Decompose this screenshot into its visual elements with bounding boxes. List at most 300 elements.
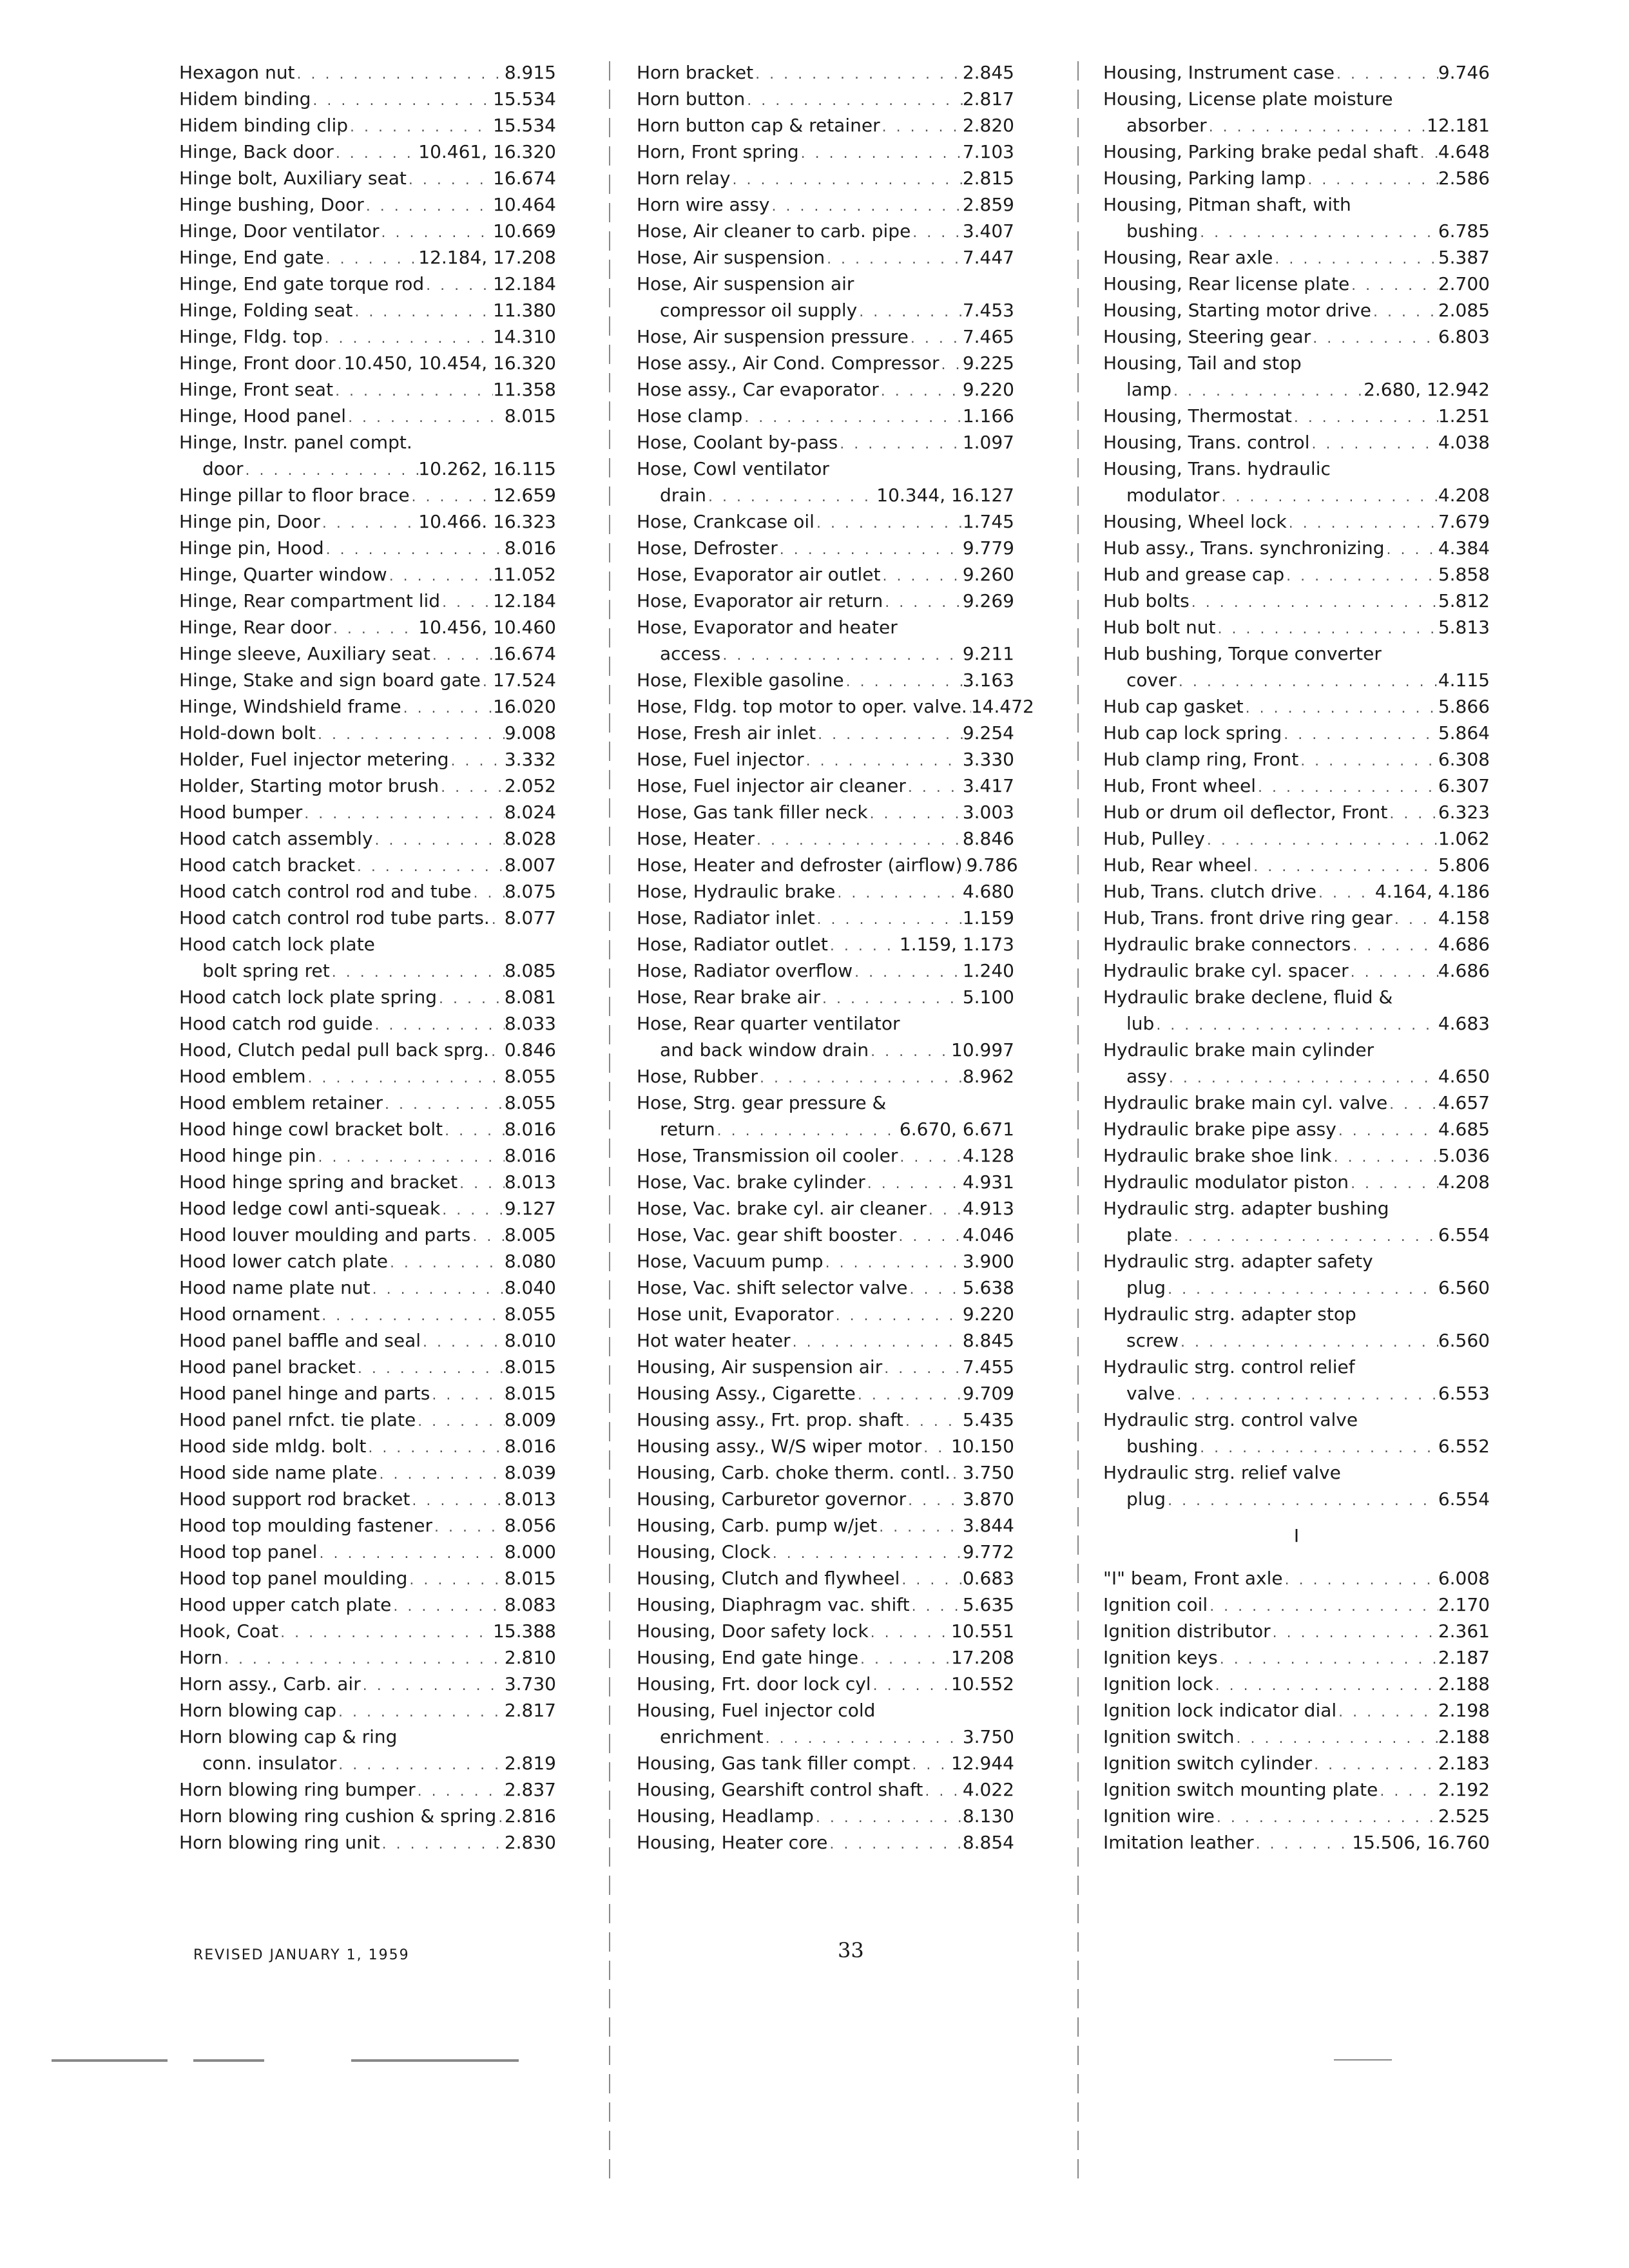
entry-page-ref: 12.184 — [493, 590, 556, 611]
leader-dots — [1316, 880, 1375, 907]
entry-page-ref: 4.384 — [1438, 537, 1490, 559]
index-entry — [179, 588, 556, 614]
section-i-entries — [1103, 1565, 1490, 1856]
entry-name: "I" beam, Front axle — [1103, 1568, 1283, 1589]
entry-page-ref: 17.208 — [951, 1647, 1014, 1668]
index-entry — [637, 1697, 1014, 1724]
index-entry — [637, 746, 1014, 773]
entry-page-ref: 9.211 — [962, 643, 1014, 664]
index-entry — [637, 1327, 1014, 1354]
index-entry — [637, 720, 1014, 746]
index-entry — [637, 561, 1014, 588]
index-entry — [179, 667, 556, 693]
leader-dots — [753, 61, 963, 88]
leader-dots — [1251, 854, 1438, 880]
index-entry — [637, 218, 1014, 244]
leader-dots — [320, 1303, 505, 1329]
index-entry — [179, 1671, 556, 1697]
index-entry — [637, 825, 1014, 852]
entry-page-ref: 10.997 — [951, 1039, 1014, 1061]
entry-page-ref: 3.900 — [962, 1251, 1014, 1272]
entry-page-ref: 2.830 — [504, 1832, 556, 1853]
entry-page-ref: 4.648 — [1438, 141, 1490, 162]
index-entry — [1103, 852, 1490, 878]
index-entry — [637, 1644, 1014, 1671]
leader-dots — [1311, 325, 1438, 352]
leader-dots — [927, 1197, 963, 1224]
entry-page-ref: 16.674 — [493, 168, 556, 189]
leader-dots — [820, 986, 963, 1012]
entry-page-ref: 8.016 — [504, 1436, 556, 1457]
entry-name: Horn blowing ring bumper — [179, 1779, 416, 1800]
leader-dots — [244, 457, 419, 484]
entry-page-ref: 2.188 — [1438, 1673, 1490, 1695]
leader-dots — [336, 352, 344, 378]
leader-dots — [814, 1805, 963, 1831]
leader-dots — [432, 1514, 505, 1541]
entry-page-ref: 10.466. 16.323 — [418, 511, 556, 532]
entry-name: Holder, Starting motor brush — [179, 775, 439, 796]
entry-page-ref: 2.700 — [1438, 273, 1490, 294]
leader-dots — [324, 537, 505, 563]
entry-name: Hub clamp ring, Front — [1103, 749, 1299, 770]
leader-dots — [844, 669, 963, 695]
entry-name: Housing, Door safety lock — [637, 1620, 869, 1642]
leader-dots — [1371, 299, 1438, 325]
entry-page-ref: 1.251 — [1438, 405, 1490, 427]
entry-page-ref: 8.015 — [504, 1383, 556, 1404]
entry-page-ref: 8.845 — [962, 1330, 1014, 1351]
entry-page-ref: 4.164, 4.186 — [1374, 881, 1490, 902]
entry-name: Ignition switch — [1103, 1726, 1235, 1747]
index-entry — [179, 1037, 556, 1063]
entry-page-ref: 8.846 — [962, 828, 1014, 849]
entry-page-ref: 5.036 — [1438, 1145, 1490, 1166]
entry-name: Hub, Rear wheel — [1103, 854, 1252, 876]
entry-page-ref: 8.033 — [504, 1013, 556, 1034]
index-entry — [179, 614, 556, 640]
index-entry — [1103, 773, 1490, 799]
entry-page-ref: 8.039 — [504, 1462, 556, 1483]
index-entry — [637, 1274, 1014, 1301]
leader-dots — [1215, 1805, 1438, 1831]
index-entry — [1103, 191, 1490, 218]
leader-dots — [1166, 1276, 1438, 1303]
entry-name: Hose, Radiator outlet — [637, 934, 828, 955]
entry-name: lamp — [1126, 379, 1171, 400]
entry-name: Hydraulic brake cyl. spacer — [1103, 960, 1349, 981]
entry-page-ref: 2.361 — [1438, 1620, 1490, 1642]
entry-page-ref: 2.525 — [1438, 1805, 1490, 1827]
entry-name: Housing, Parking lamp — [1103, 168, 1306, 189]
entry-page-ref: 7.679 — [1438, 511, 1490, 532]
entry-name: Hinge pin, Hood — [179, 537, 324, 559]
index-entry — [179, 1380, 556, 1407]
index-entry — [179, 1486, 556, 1512]
entry-name: Hub, Pulley — [1103, 828, 1205, 849]
leader-dots — [1336, 1699, 1438, 1725]
leader-dots — [440, 590, 493, 616]
leader-dots — [1172, 1224, 1438, 1250]
entry-page-ref: 4.208 — [1438, 485, 1490, 506]
entry-name: Housing, Headlamp — [637, 1805, 814, 1827]
leader-dots — [879, 378, 963, 405]
leader-dots — [373, 1012, 505, 1039]
entry-name: door — [202, 458, 244, 479]
column-3-entries — [1103, 59, 1490, 1512]
entry-page-ref: 15.506, 16.760 — [1352, 1832, 1490, 1853]
entry-name: Housing, Rear axle — [1103, 247, 1273, 268]
entry-name: plug — [1126, 1277, 1166, 1298]
entry-name: Hose, Coolant by-pass — [637, 432, 838, 453]
entry-name: Hinge sleeve, Auxiliary seat — [179, 643, 430, 664]
entry-page-ref: 8.055 — [504, 1303, 556, 1325]
index-entry — [1103, 1090, 1490, 1116]
entry-page-ref: 1.166 — [962, 405, 1014, 427]
entry-page-ref: 3.332 — [504, 749, 556, 770]
index-entry — [1103, 1327, 1490, 1354]
index-entry — [1103, 1750, 1490, 1776]
entry-page-ref: 9.746 — [1438, 62, 1490, 83]
index-entry — [179, 350, 556, 376]
entry-page-ref: 4.913 — [962, 1198, 1014, 1219]
leader-dots — [758, 1065, 963, 1091]
entry-name: Hose, Radiator inlet — [637, 907, 815, 928]
entry-name: Hood top moulding fastener — [179, 1515, 432, 1536]
entry-name: Ignition lock indicator dial — [1103, 1700, 1337, 1721]
entry-page-ref: 10.450, 10.454, 16.320 — [343, 352, 556, 374]
leader-dots — [1393, 907, 1438, 933]
leader-dots — [489, 1039, 505, 1065]
index-entry — [1103, 1354, 1490, 1380]
leader-dots — [1283, 1567, 1438, 1593]
leader-dots — [1351, 933, 1438, 959]
entry-page-ref: 15.534 — [493, 88, 556, 110]
entry-name: Housing, Thermostat — [1103, 405, 1292, 427]
entry-name: Hub and grease cap — [1103, 564, 1285, 585]
index-entry — [637, 350, 1014, 376]
entry-page-ref: 12.181 — [1427, 115, 1490, 136]
index-entry — [179, 1248, 556, 1274]
index-entry — [637, 1803, 1014, 1829]
index-entry — [1103, 1380, 1490, 1407]
leader-dots — [883, 590, 963, 616]
index-entry — [1103, 456, 1490, 482]
entry-name: Hood lower catch plate — [179, 1251, 388, 1272]
index-entry — [179, 693, 556, 720]
scan-mark — [351, 2059, 519, 2062]
entry-name: Hose, Fuel injector — [637, 749, 804, 770]
index-entry — [179, 218, 556, 244]
index-entry — [179, 165, 556, 191]
entry-page-ref: 10.552 — [951, 1673, 1014, 1695]
leader-dots — [1387, 801, 1438, 827]
index-entry — [179, 323, 556, 350]
index-entry — [179, 825, 556, 852]
leader-dots — [1284, 563, 1438, 590]
index-entry — [179, 86, 556, 112]
index-entry — [179, 1724, 556, 1750]
entry-name: Hydraulic strg. adapter stop — [1103, 1303, 1356, 1325]
leader-dots — [1256, 774, 1438, 801]
entry-name: Hydraulic strg. adapter bushing — [1103, 1198, 1389, 1219]
entry-page-ref: 14.472 — [970, 696, 1034, 717]
entry-page-ref: 4.931 — [962, 1171, 1014, 1193]
entry-name: Hood upper catch plate — [179, 1594, 392, 1615]
entry-name: Hydraulic brake shoe link — [1103, 1145, 1332, 1166]
entry-page-ref: 17.524 — [493, 669, 556, 691]
entry-name: Hinge, Rear door — [179, 617, 331, 638]
entry-name: bolt spring ret — [202, 960, 330, 981]
entry-name: Housing, Starting motor drive — [1103, 300, 1372, 321]
entry-name: Hose assy., Air Cond. Compressor — [637, 352, 940, 374]
index-entry — [637, 1090, 1014, 1116]
leader-dots — [838, 431, 963, 457]
entry-page-ref: 8.015 — [504, 1356, 556, 1378]
entry-page-ref: 8.915 — [504, 62, 556, 83]
entry-name: plate — [1126, 1224, 1172, 1245]
entry-page-ref: 10.669 — [493, 220, 556, 242]
entry-name: Hose clamp — [637, 405, 743, 427]
index-column-3 — [1103, 59, 1490, 1856]
leader-dots — [331, 616, 418, 642]
entry-page-ref: 1.159 — [962, 907, 1014, 928]
entry-page-ref: 2.680, 12.942 — [1364, 379, 1490, 400]
index-entry — [179, 1222, 556, 1248]
entry-page-ref: 12.184, 17.208 — [418, 247, 556, 268]
entry-page-ref: 9.772 — [962, 1541, 1014, 1562]
entry-page-ref: 0.683 — [962, 1568, 1014, 1589]
leader-dots — [472, 880, 505, 907]
leader-dots — [882, 1356, 963, 1382]
leader-dots — [496, 1805, 505, 1831]
entry-page-ref: 2.187 — [1438, 1647, 1490, 1668]
index-entry — [179, 1195, 556, 1222]
entry-name: Hose, Air suspension — [637, 247, 825, 268]
leader-dots — [443, 1118, 505, 1144]
index-entry — [1103, 1644, 1490, 1671]
entry-name: Horn blowing ring unit — [179, 1832, 380, 1853]
entry-page-ref: 4.686 — [1438, 960, 1490, 981]
index-entry — [179, 1565, 556, 1591]
index-entry — [637, 1301, 1014, 1327]
index-entry — [1103, 825, 1490, 852]
leader-dots — [316, 722, 505, 748]
index-entry — [637, 773, 1014, 799]
index-entry — [1103, 1591, 1490, 1618]
leader-dots — [771, 1541, 963, 1567]
leader-dots — [1167, 1065, 1438, 1091]
entry-name: Hood ornament — [179, 1303, 320, 1325]
index-entry — [637, 112, 1014, 139]
entry-name: Housing, Parking brake pedal shaft — [1103, 141, 1418, 162]
entry-page-ref: 4.685 — [1438, 1119, 1490, 1140]
entry-page-ref: 7.455 — [962, 1356, 1014, 1378]
index-entry — [1103, 931, 1490, 957]
leader-dots — [1175, 1382, 1438, 1408]
entry-name: Horn blowing cap — [179, 1700, 336, 1721]
index-entry — [637, 482, 1014, 508]
entry-name: Hub bushing, Torque converter — [1103, 643, 1382, 664]
entry-name: Hinge, End gate torque rod — [179, 273, 425, 294]
index-entry — [1103, 588, 1490, 614]
index-entry — [1103, 271, 1490, 297]
leader-dots — [430, 642, 493, 669]
entry-name: Hood catch control rod and tube — [179, 881, 472, 902]
index-entry — [1103, 1248, 1490, 1274]
entry-name: Hinge, Rear compartment lid — [179, 590, 441, 611]
entry-name: Housing assy., W/S wiper motor — [637, 1436, 922, 1457]
index-entry — [179, 271, 556, 297]
entry-page-ref: 5.435 — [962, 1409, 1014, 1430]
scan-mark — [1334, 2059, 1392, 2061]
entry-page-ref: 9.260 — [962, 564, 1014, 585]
scan-mark — [52, 2059, 168, 2062]
index-entry — [637, 667, 1014, 693]
leader-dots — [742, 405, 963, 431]
entry-name: Housing, Carb. pump w/jet — [637, 1515, 878, 1536]
leader-dots — [407, 167, 493, 193]
entry-page-ref: 2.198 — [1438, 1700, 1490, 1721]
entry-page-ref: 8.055 — [504, 1092, 556, 1113]
leader-dots — [336, 1699, 505, 1725]
entry-name: Housing, Heater core — [637, 1832, 828, 1853]
entry-page-ref: 3.417 — [962, 775, 1014, 796]
leader-dots — [1282, 722, 1438, 748]
entry-name: Hydraulic brake main cyl. valve — [1103, 1092, 1388, 1113]
entry-page-ref: 4.038 — [1438, 432, 1490, 453]
index-entry — [179, 1354, 556, 1380]
entry-page-ref: 8.854 — [962, 1832, 1014, 1853]
leader-dots — [356, 1356, 505, 1382]
leader-dots — [1387, 1091, 1438, 1118]
index-entry — [637, 852, 1018, 878]
index-entry — [637, 1407, 1014, 1433]
index-entry — [179, 191, 556, 218]
entry-page-ref: 8.007 — [504, 854, 556, 876]
index-entry — [637, 1750, 1014, 1776]
leader-dots — [346, 405, 505, 431]
index-entry — [179, 244, 556, 271]
entry-name: Hood hinge cowl bracket bolt — [179, 1119, 443, 1140]
index-entry — [1103, 667, 1490, 693]
leader-dots — [815, 510, 963, 537]
index-entry — [179, 1829, 556, 1856]
index-entry — [179, 1512, 556, 1539]
index-entry — [1103, 1671, 1490, 1697]
index-entry — [1103, 1776, 1490, 1803]
index-entry — [179, 1274, 556, 1301]
entry-name: Hose, Crankcase oil — [637, 511, 815, 532]
leader-dots — [720, 642, 962, 669]
entry-name: Ignition coil — [1103, 1594, 1208, 1615]
index-entry — [637, 244, 1014, 271]
entry-page-ref: 9.254 — [962, 722, 1014, 744]
entry-name: bushing — [1126, 1436, 1199, 1457]
entry-page-ref: 12.944 — [951, 1753, 1014, 1774]
entry-name: Hose, Hydraulic brake — [637, 881, 836, 902]
index-entry — [637, 1195, 1014, 1222]
index-entry — [637, 403, 1014, 429]
entry-name: Horn — [179, 1647, 222, 1668]
leader-dots — [1287, 510, 1438, 537]
entry-page-ref: 9.269 — [962, 590, 1014, 611]
entry-name: Housing, Gas tank filler compt — [637, 1753, 911, 1774]
leader-dots — [416, 1408, 505, 1435]
entry-page-ref: 6.553 — [1438, 1383, 1490, 1404]
leader-dots — [778, 537, 963, 563]
index-entry — [179, 508, 556, 535]
index-entry — [637, 1380, 1014, 1407]
entry-page-ref: 10.262, 16.115 — [418, 458, 556, 479]
entry-page-ref: 8.130 — [962, 1805, 1014, 1827]
leader-dots — [222, 1646, 505, 1673]
index-entry — [179, 297, 556, 323]
entry-page-ref: 4.680 — [962, 881, 1014, 902]
entry-page-ref: 7.465 — [962, 326, 1014, 347]
entry-page-ref: 2.810 — [504, 1647, 556, 1668]
index-entry — [637, 1459, 1014, 1486]
leader-dots — [1208, 1593, 1438, 1620]
leader-dots — [868, 801, 963, 827]
entry-page-ref: 6.008 — [1438, 1568, 1490, 1589]
index-entry — [637, 1433, 1014, 1459]
entry-name: Hub assy., Trans. synchronizing — [1103, 537, 1385, 559]
index-entry — [1103, 1195, 1490, 1222]
entry-page-ref: 8.080 — [504, 1251, 556, 1272]
index-entry — [637, 1591, 1014, 1618]
index-entry — [1103, 59, 1490, 86]
index-entry — [1103, 984, 1490, 1010]
entry-page-ref: 6.552 — [1438, 1436, 1490, 1457]
index-entry — [179, 482, 556, 508]
entry-page-ref: 8.015 — [504, 1568, 556, 1589]
leader-dots — [706, 484, 876, 510]
entry-name: Horn bracket — [637, 62, 754, 83]
index-entry — [1103, 218, 1490, 244]
entry-name: Housing, Steering gear — [1103, 326, 1311, 347]
leader-dots — [923, 1778, 962, 1805]
index-entry — [637, 640, 1014, 667]
index-entry — [637, 297, 1014, 323]
leader-dots — [871, 1673, 951, 1699]
entry-page-ref: 5.387 — [1438, 247, 1490, 268]
entry-name: Hose, Fresh air inlet — [637, 722, 816, 744]
index-entry — [179, 957, 556, 984]
leader-dots — [1234, 1725, 1438, 1752]
entry-page-ref: 5.638 — [962, 1277, 1014, 1298]
index-entry — [1103, 482, 1490, 508]
entry-name: Horn button cap & retainer — [637, 115, 880, 136]
entry-name: Hose, Transmission oil cooler — [637, 1145, 898, 1166]
index-entry — [179, 984, 556, 1010]
entry-name: Hood catch assembly — [179, 828, 373, 849]
leader-dots — [910, 1593, 963, 1620]
entry-name: Hood ledge cowl anti-squeak — [179, 1198, 441, 1219]
entry-name: Hinge, Hood panel — [179, 405, 347, 427]
entry-name: Horn, Front spring — [637, 141, 799, 162]
entry-name: Housing, Pitman shaft, with — [1103, 194, 1351, 215]
index-entry — [1103, 1037, 1490, 1063]
leader-dots — [388, 1250, 505, 1276]
index-entry — [637, 931, 1014, 957]
leader-dots — [1198, 1435, 1438, 1461]
entry-page-ref: 3.750 — [962, 1726, 1014, 1747]
entry-name: Holder, Fuel injector metering — [179, 749, 449, 770]
leader-dots — [311, 88, 493, 114]
index-entry — [637, 693, 1034, 720]
index-entry — [179, 852, 556, 878]
